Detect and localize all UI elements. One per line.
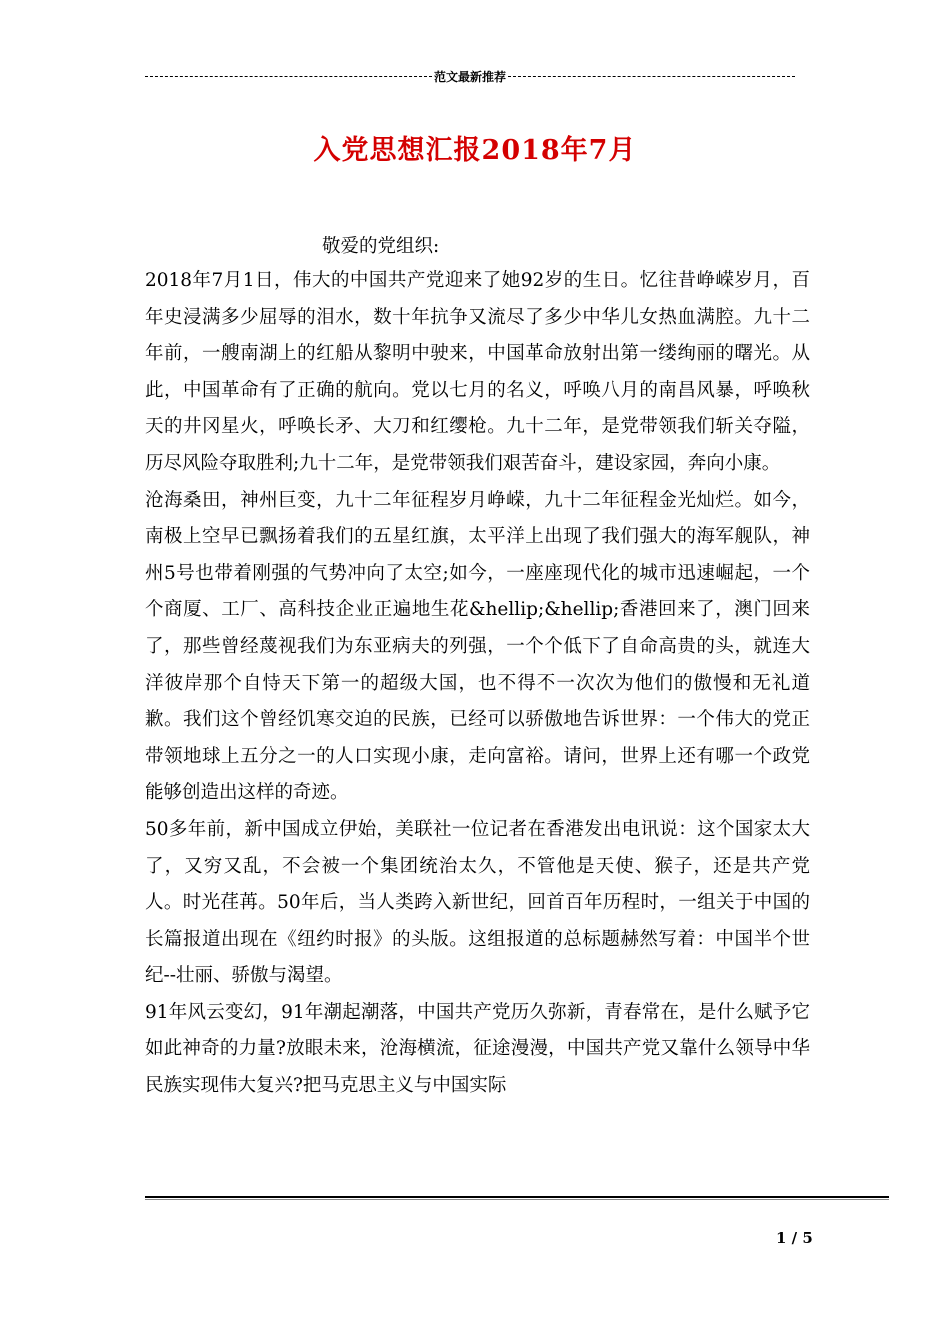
paragraph-1: 2018年7月1日，伟大的中国共产党迎来了她92岁的生日。忆往昔峥嵘岁月，百年史浸满多少屈辱的泪水，数十年抗争又流尽了多少中华儿女热血满腔。九十二年前，一艘南湖上的红船从黎明中驶来，中国革命放射出第一缕绚丽的曙光。从此，中国革命有了正确的航向。党以七月的名义，呼唤八月的南昌风暴，呼唤秋天的井冈星火，呼唤长矛、大刀和红缨枪。九十二年，是党带领我们斩关夺隘，历尽风险夺取胜利;九十二年，是党带领我们艰苦奋斗，建设家园，奔向小康。	[145, 270, 810, 474]
document-body	[145, 263, 810, 1105]
footer-rule-shadow	[145, 1199, 889, 1200]
footer-rule	[145, 1196, 889, 1198]
paragraph-2: 沧海桑田，神州巨变，九十二年征程岁月峥嵘，九十二年征程金光灿烂。如今，南极上空早已飘扬着我们的五星红旗，太平洋上出现了我们强大的海军舰队，神州5号也带着刚强的气势冲向了太空;如今，一座座现代化的城市迅速崛起，一个个商厦、工厂、高科技企业正遍地生花&hellip;&hellip;香港回来了，澳门回来了，那些曾经蔑视我们为东亚病夫的列强，一个个低下了自命高贵的头，就连大洋彼岸那个自恃天下第一的超级大国，也不得不一次次为他们的傲慢和无礼道歉。我们这个曾经饥寒交迫的民族，已经可以骄傲地告诉世界：一个伟大的党正带领地球上五分之一的人口实现小康，走向富裕。请问，世界上还有哪一个政党能够创造出这样的奇迹。	[145, 489, 810, 804]
document-title: 入党思想汇报2018年7月	[313, 135, 637, 166]
paragraph-3: 50多年前，新中国成立伊始，美联社一位记者在香港发出电讯说：这个国家太大了，又穷又乱，不会被一个集团统治太久，不管他是天使、猴子，还是共产党人。时光荏苒。50年后，当人类跨入新世纪，回首百年历程时，一组关于中国的长篇报道出现在《纽约时报》的头版。这组报道的总标题赫然写着：中国半个世纪--壮丽、骄傲与渴望。	[145, 818, 810, 987]
page-number: 1 / 5	[776, 1229, 813, 1247]
header-dash-right	[508, 76, 795, 77]
header-dash-left	[145, 76, 432, 77]
paragraph-4: 91年风云变幻，91年潮起潮落，中国共产党历久弥新，青春常在，是什么赋予它如此神奇的力量?放眼未来，沧海横流，征途漫漫，中国共产党又靠什么领导中华民族实现伟大复兴?把马克思主义与中国实际	[145, 1001, 810, 1097]
salutation: 敬爱的党组织:	[322, 236, 440, 257]
header-label: 范文最新推荐	[434, 69, 507, 84]
page-header	[145, 66, 795, 86]
